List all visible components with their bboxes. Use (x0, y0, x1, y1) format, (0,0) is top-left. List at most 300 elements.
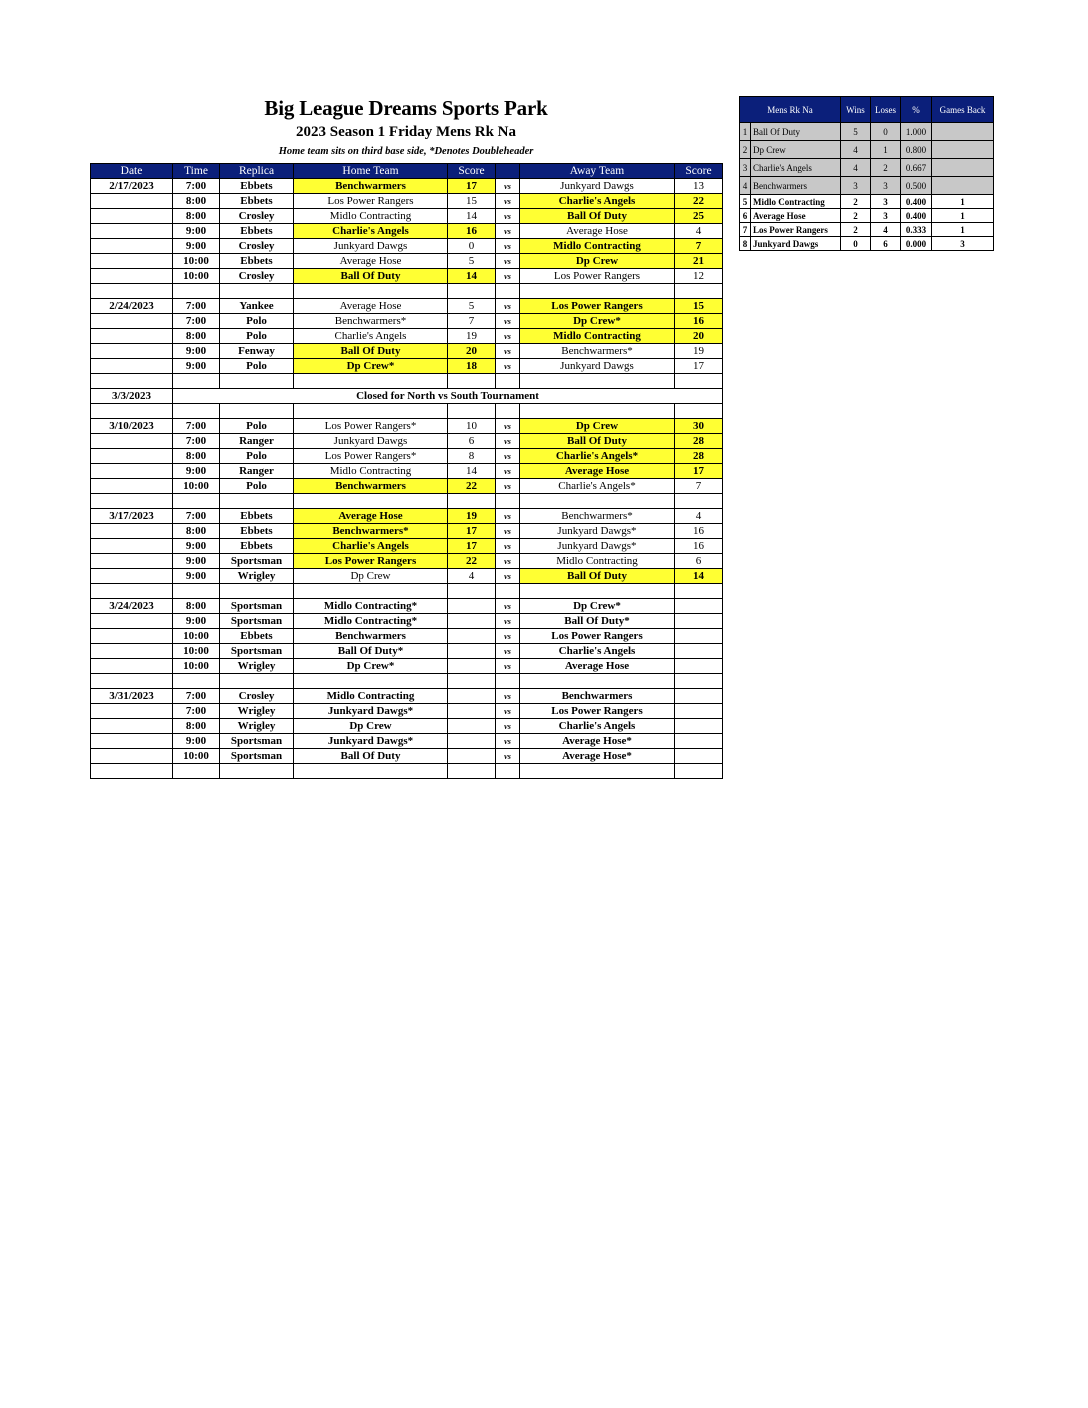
vs-label: vs (496, 749, 520, 764)
home-score: 4 (448, 569, 496, 584)
game-field: Ranger (220, 464, 294, 479)
game-date (91, 329, 173, 344)
game-time: 8:00 (173, 524, 220, 539)
game-field: Crosley (220, 239, 294, 254)
standings-pct: 1.000 (901, 123, 932, 141)
standings-pct: 0.333 (901, 223, 932, 237)
game-row (91, 659, 723, 674)
home-score (448, 599, 496, 614)
away-score: 28 (675, 449, 723, 464)
standings-pct: 0.000 (901, 237, 932, 251)
separator-cell (675, 584, 723, 599)
away-team: Benchwarmers* (520, 509, 675, 524)
game-field: Sportsman (220, 614, 294, 629)
week-separator (91, 404, 723, 419)
home-team: Ball Of Duty (294, 269, 448, 284)
standings-loses: 6 (871, 237, 901, 251)
vs-label: vs (496, 719, 520, 734)
separator-cell (220, 674, 294, 689)
standings-wins: 5 (841, 123, 871, 141)
game-time: 7:00 (173, 509, 220, 524)
standings-rank: 5 (740, 195, 751, 209)
separator-cell (448, 494, 496, 509)
home-score: 5 (448, 254, 496, 269)
separator-cell (675, 494, 723, 509)
col-header-home-team: Home Team (294, 164, 448, 179)
vs-label: vs (496, 524, 520, 539)
schedule-header-row (91, 164, 723, 179)
standings-loses: 3 (871, 209, 901, 223)
home-team: Los Power Rangers* (294, 419, 448, 434)
game-date (91, 614, 173, 629)
home-score: 22 (448, 479, 496, 494)
game-field: Ebbets (220, 194, 294, 209)
away-team: Midlo Contracting (520, 554, 675, 569)
game-time: 10:00 (173, 629, 220, 644)
game-date: 3/3/2023 (91, 389, 173, 404)
game-field: Sportsman (220, 749, 294, 764)
home-score: 19 (448, 509, 496, 524)
game-time: 8:00 (173, 194, 220, 209)
separator-cell (220, 764, 294, 779)
home-score: 17 (448, 179, 496, 194)
home-team: Midlo Contracting (294, 209, 448, 224)
standings-loses: 4 (871, 223, 901, 237)
separator-cell (294, 374, 448, 389)
week-separator (91, 284, 723, 299)
home-score: 17 (448, 539, 496, 554)
separator-cell (91, 494, 173, 509)
game-row (91, 569, 723, 584)
away-score: 12 (675, 269, 723, 284)
standings-row (740, 237, 994, 251)
vs-label: vs (496, 509, 520, 524)
home-score: 10 (448, 419, 496, 434)
game-date (91, 749, 173, 764)
away-score (675, 599, 723, 614)
game-date (91, 479, 173, 494)
game-field: Ebbets (220, 629, 294, 644)
standings-rank: 2 (740, 141, 751, 159)
away-score: 21 (675, 254, 723, 269)
separator-cell (448, 404, 496, 419)
separator-cell (496, 374, 520, 389)
standings-header-division: Mens Rk Na (740, 97, 841, 123)
standings-wins: 2 (841, 195, 871, 209)
standings-pct: 0.667 (901, 159, 932, 177)
separator-cell (91, 404, 173, 419)
page-subtitle: 2023 Season 1 Friday Mens Rk Na (295, 124, 516, 140)
away-score: 4 (675, 509, 723, 524)
away-score: 16 (675, 314, 723, 329)
away-score (675, 644, 723, 659)
home-team: Junkyard Dawgs (294, 434, 448, 449)
game-field: Polo (220, 314, 294, 329)
separator-cell (220, 284, 294, 299)
separator-cell (173, 764, 220, 779)
vs-label: vs (496, 299, 520, 314)
closed-notice: Closed for North vs South Tournament (173, 389, 723, 404)
standings-pct: 0.800 (901, 141, 932, 159)
home-team: Midlo Contracting (294, 689, 448, 704)
game-row (91, 194, 723, 209)
standings-rank: 7 (740, 223, 751, 237)
game-row (91, 599, 723, 614)
game-date (91, 209, 173, 224)
home-score (448, 689, 496, 704)
separator-cell (173, 494, 220, 509)
away-team: Ball Of Duty (520, 569, 675, 584)
standings-loses: 3 (871, 195, 901, 209)
home-team: Ball Of Duty* (294, 644, 448, 659)
game-time: 9:00 (173, 554, 220, 569)
separator-cell (520, 284, 675, 299)
home-team: Ball Of Duty (294, 749, 448, 764)
vs-label: vs (496, 239, 520, 254)
vs-label: vs (496, 344, 520, 359)
game-row (91, 524, 723, 539)
standings-games-back (932, 123, 994, 141)
away-team: Junkyard Dawgs (520, 359, 675, 374)
home-score: 17 (448, 524, 496, 539)
game-time: 10:00 (173, 254, 220, 269)
week-separator (91, 674, 723, 689)
game-time: 9:00 (173, 539, 220, 554)
away-team: Average Hose (520, 464, 675, 479)
separator-cell (675, 404, 723, 419)
game-time: 7:00 (173, 179, 220, 194)
schedule-note: Home team sits on third base side, *Denotes Doubleheader (278, 146, 534, 157)
standings-rank: 6 (740, 209, 751, 223)
away-score (675, 749, 723, 764)
game-row (91, 209, 723, 224)
separator-cell (448, 284, 496, 299)
home-team: Junkyard Dawgs* (294, 734, 448, 749)
away-score: 28 (675, 434, 723, 449)
game-row (91, 509, 723, 524)
home-team: Benchwarmers* (294, 314, 448, 329)
standings-wins: 4 (841, 141, 871, 159)
standings-loses: 1 (871, 141, 901, 159)
standings-team: Charlie's Angels (751, 159, 841, 177)
separator-cell (520, 764, 675, 779)
standings-wins: 2 (841, 209, 871, 223)
home-team: Average Hose (294, 509, 448, 524)
home-team: Average Hose (294, 299, 448, 314)
game-row (91, 749, 723, 764)
home-score (448, 719, 496, 734)
separator-cell (294, 284, 448, 299)
away-team: Charlie's Angels* (520, 449, 675, 464)
standings-body (740, 123, 994, 251)
week-separator (91, 764, 723, 779)
game-field: Wrigley (220, 704, 294, 719)
game-field: Ebbets (220, 539, 294, 554)
away-team: Ball Of Duty (520, 209, 675, 224)
away-score: 30 (675, 419, 723, 434)
vs-label: vs (496, 224, 520, 239)
home-team: Benchwarmers* (294, 524, 448, 539)
game-row (91, 254, 723, 269)
home-score (448, 704, 496, 719)
vs-label: vs (496, 644, 520, 659)
vs-label: vs (496, 419, 520, 434)
game-row (91, 359, 723, 374)
away-score (675, 629, 723, 644)
standings-pct: 0.400 (901, 209, 932, 223)
separator-cell (294, 764, 448, 779)
separator-cell (520, 674, 675, 689)
game-row (91, 434, 723, 449)
col-header-date: Date (91, 164, 173, 179)
vs-label: vs (496, 539, 520, 554)
game-date (91, 539, 173, 554)
game-field: Ebbets (220, 254, 294, 269)
game-row (91, 689, 723, 704)
away-team: Midlo Contracting (520, 239, 675, 254)
game-field: Polo (220, 329, 294, 344)
away-team: Dp Crew (520, 419, 675, 434)
game-row (91, 644, 723, 659)
vs-label: vs (496, 254, 520, 269)
game-time: 7:00 (173, 419, 220, 434)
standings-team: Los Power Rangers (751, 223, 841, 237)
game-field: Sportsman (220, 554, 294, 569)
standings-header-loses: Loses (871, 97, 901, 123)
page-title: Big League Dreams Sports Park (264, 96, 548, 120)
standings-row (740, 223, 994, 237)
game-date (91, 254, 173, 269)
home-team: Midlo Contracting* (294, 599, 448, 614)
vs-label: vs (496, 479, 520, 494)
away-team: Junkyard Dawgs* (520, 524, 675, 539)
home-team: Midlo Contracting (294, 464, 448, 479)
home-team: Ball Of Duty (294, 344, 448, 359)
game-date (91, 524, 173, 539)
vs-label: vs (496, 614, 520, 629)
game-row (91, 224, 723, 239)
away-team: Average Hose* (520, 734, 675, 749)
away-team: Charlie's Angels (520, 644, 675, 659)
away-score: 13 (675, 179, 723, 194)
game-time: 9:00 (173, 224, 220, 239)
game-time: 9:00 (173, 359, 220, 374)
standings-row (740, 141, 994, 159)
game-row (91, 719, 723, 734)
vs-label: vs (496, 569, 520, 584)
game-time: 9:00 (173, 344, 220, 359)
home-score: 0 (448, 239, 496, 254)
separator-cell (294, 494, 448, 509)
week-separator (91, 494, 723, 509)
game-time: 8:00 (173, 599, 220, 614)
game-row (91, 704, 723, 719)
standings-team: Benchwarmers (751, 177, 841, 195)
separator-cell (496, 764, 520, 779)
separator-cell (294, 584, 448, 599)
game-date (91, 449, 173, 464)
separator-cell (496, 494, 520, 509)
game-field: Polo (220, 479, 294, 494)
away-score: 17 (675, 464, 723, 479)
vs-label: vs (496, 314, 520, 329)
home-score: 5 (448, 299, 496, 314)
separator-cell (220, 584, 294, 599)
standings-row (740, 177, 994, 195)
game-time: 10:00 (173, 659, 220, 674)
vs-label: vs (496, 434, 520, 449)
vs-label: vs (496, 734, 520, 749)
separator-cell (448, 374, 496, 389)
standings-games-back (932, 159, 994, 177)
away-score (675, 704, 723, 719)
game-field: Polo (220, 419, 294, 434)
game-row (91, 479, 723, 494)
game-row (91, 239, 723, 254)
standings-rank: 3 (740, 159, 751, 177)
home-team: Midlo Contracting* (294, 614, 448, 629)
away-team: Midlo Contracting (520, 329, 675, 344)
separator-cell (173, 374, 220, 389)
vs-label: vs (496, 194, 520, 209)
standings-table (739, 96, 994, 251)
home-team: Charlie's Angels (294, 329, 448, 344)
separator-cell (173, 674, 220, 689)
away-score: 16 (675, 524, 723, 539)
vs-label: vs (496, 704, 520, 719)
home-team: Benchwarmers (294, 629, 448, 644)
away-team: Ball Of Duty* (520, 614, 675, 629)
game-field: Ranger (220, 434, 294, 449)
home-score (448, 614, 496, 629)
game-date: 3/10/2023 (91, 419, 173, 434)
away-team: Los Power Rangers (520, 269, 675, 284)
vs-label: vs (496, 599, 520, 614)
separator-cell (496, 404, 520, 419)
separator-cell (496, 284, 520, 299)
separator-cell (496, 674, 520, 689)
separator-cell (448, 674, 496, 689)
vs-label: vs (496, 629, 520, 644)
standings-row (740, 159, 994, 177)
home-team: Dp Crew (294, 719, 448, 734)
col-header-home-score: Score (448, 164, 496, 179)
separator-cell (220, 374, 294, 389)
game-date (91, 239, 173, 254)
away-team: Junkyard Dawgs* (520, 539, 675, 554)
game-row (91, 554, 723, 569)
game-field: Crosley (220, 209, 294, 224)
standings-games-back (932, 177, 994, 195)
game-field: Ebbets (220, 179, 294, 194)
standings-rank: 4 (740, 177, 751, 195)
game-field: Sportsman (220, 734, 294, 749)
away-team: Charlie's Angels (520, 719, 675, 734)
game-date (91, 644, 173, 659)
home-team: Los Power Rangers (294, 554, 448, 569)
standings-wins: 0 (841, 237, 871, 251)
home-score: 19 (448, 329, 496, 344)
game-time: 9:00 (173, 614, 220, 629)
standings-row (740, 195, 994, 209)
away-team: Ball Of Duty (520, 434, 675, 449)
separator-cell (294, 404, 448, 419)
game-date (91, 269, 173, 284)
separator-cell (294, 674, 448, 689)
separator-cell (91, 674, 173, 689)
away-score (675, 659, 723, 674)
game-date (91, 194, 173, 209)
standings-header-games-back: Games Back (932, 97, 994, 123)
vs-label: vs (496, 179, 520, 194)
vs-label: vs (496, 209, 520, 224)
away-score: 19 (675, 344, 723, 359)
game-time: 8:00 (173, 209, 220, 224)
home-score (448, 734, 496, 749)
game-time: 7:00 (173, 689, 220, 704)
game-row (91, 179, 723, 194)
game-time: 7:00 (173, 299, 220, 314)
game-date (91, 344, 173, 359)
game-date (91, 629, 173, 644)
separator-cell (675, 674, 723, 689)
game-date: 3/24/2023 (91, 599, 173, 614)
game-date (91, 314, 173, 329)
home-score: 16 (448, 224, 496, 239)
game-time: 10:00 (173, 749, 220, 764)
away-score: 6 (675, 554, 723, 569)
home-team: Charlie's Angels (294, 224, 448, 239)
separator-cell (448, 584, 496, 599)
game-field: Fenway (220, 344, 294, 359)
home-score: 8 (448, 449, 496, 464)
away-team: Dp Crew (520, 254, 675, 269)
separator-cell (675, 764, 723, 779)
closed-row (91, 389, 723, 404)
game-date: 3/31/2023 (91, 689, 173, 704)
game-field: Ebbets (220, 509, 294, 524)
game-field: Yankee (220, 299, 294, 314)
away-score (675, 734, 723, 749)
game-row (91, 734, 723, 749)
home-score (448, 659, 496, 674)
away-team: Junkyard Dawgs (520, 179, 675, 194)
home-score (448, 749, 496, 764)
away-team: Los Power Rangers (520, 629, 675, 644)
game-row (91, 449, 723, 464)
away-team: Average Hose (520, 659, 675, 674)
vs-label: vs (496, 449, 520, 464)
game-row (91, 314, 723, 329)
home-score: 15 (448, 194, 496, 209)
standings-team: Average Hose (751, 209, 841, 223)
standings-header-row (740, 97, 994, 123)
away-score: 20 (675, 329, 723, 344)
game-time: 9:00 (173, 734, 220, 749)
away-score: 15 (675, 299, 723, 314)
game-time: 9:00 (173, 464, 220, 479)
game-row (91, 614, 723, 629)
home-score: 14 (448, 464, 496, 479)
separator-cell (448, 764, 496, 779)
separator-cell (675, 374, 723, 389)
game-field: Crosley (220, 689, 294, 704)
away-team: Los Power Rangers (520, 704, 675, 719)
away-team: Benchwarmers* (520, 344, 675, 359)
col-header-away-score: Score (675, 164, 723, 179)
home-team: Benchwarmers (294, 479, 448, 494)
standings-loses: 3 (871, 177, 901, 195)
